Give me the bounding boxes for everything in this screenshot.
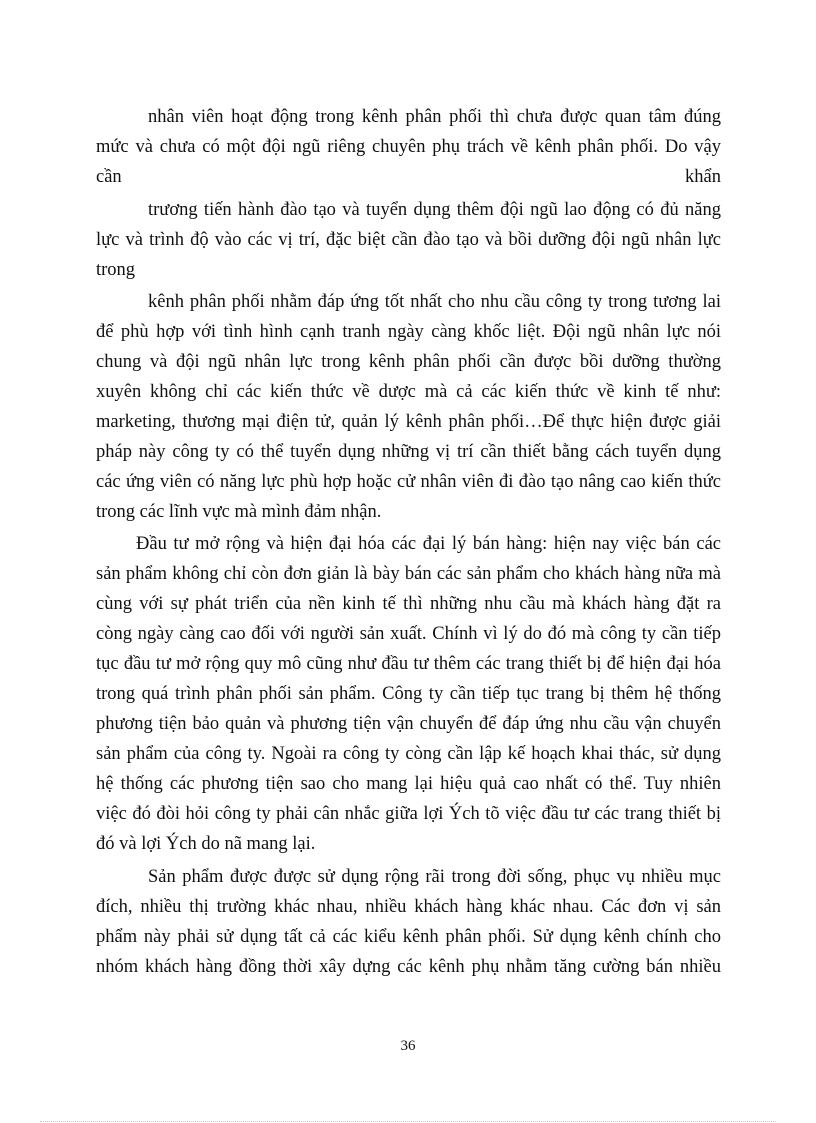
text-line: trong <box>96 260 136 280</box>
text-line: trong quá trình phân phối sản phẩm. Công ty cần tiếp tục trang bị thêm hệ thống <box>96 684 721 704</box>
text-word: khẩn <box>685 167 721 187</box>
text-line: chung và đội ngũ nhân lực trong kênh phân phối cần được bồi dưỡng thường <box>96 352 721 372</box>
text-line: nhân viên hoạt động trong kênh phân phối thì chưa được quan tâm đúng <box>148 107 721 127</box>
text-word: cần <box>96 167 122 187</box>
text-line-split <box>96 165 721 189</box>
text-line: để phù hợp với tình hình cạnh tranh ngày càng khốc liệt. Đội ngũ nhân lực nói <box>96 322 721 342</box>
page-number: 36 <box>400 1038 416 1054</box>
text-line: Đầu tư mở rộng và hiện đại hóa các đại lý bán hàng: hiện nay việc bán các <box>136 534 721 554</box>
text-line: các ứng viên có năng lực phù hợp hoặc cử nhân viên đi đào tạo nâng cao kiến thức <box>96 472 721 492</box>
text-line: nhóm khách hàng đồng thời xây dựng các kênh phụ nhằm tăng cường bán nhiều <box>96 957 721 977</box>
text-line: trương tiến hành đào tạo và tuyển dụng thêm đội ngũ lao động có đủ năng <box>148 200 721 220</box>
page-bottom-divider <box>40 1121 776 1122</box>
text-line: cùng với sự phát triển của nền kinh tế thì những nhu cầu mà khách hàng đặt ra <box>96 594 721 614</box>
text-line: lực và trình độ vào các vị trí, đặc biệt cần đào tạo và bồi dưỡng đội ngũ nhân lực <box>96 230 721 250</box>
text-line: việc đó đòi hỏi công ty phải cân nhắc giữa lợi Ých tõ việc đầu tư các trang thiết bị <box>96 804 721 824</box>
text-line: trong các lĩnh vực mà mình đảm nhận. <box>96 502 382 522</box>
text-line: đó và lợi Ých do nã mang lại. <box>96 834 316 854</box>
text-line: kênh phân phối nhằm đáp ứng tốt nhất cho nhu cầu công ty trong tương lai <box>148 292 721 312</box>
text-line: tục đầu tư mở rộng quy mô cũng như đầu tư thêm các trang thiết bị để hiện đại hóa <box>96 654 721 674</box>
text-line: đích, nhiều thị trường khác nhau, nhiều khách hàng khác nhau. Các đơn vị sản <box>96 897 721 917</box>
text-line: còng ngày càng cao đối với người sản xuất. Chính vì lý do đó mà công ty cần tiếp <box>96 624 721 644</box>
text-line: Sản phẩm được được sử dụng rộng rãi trong đời sống, phục vụ nhiều mục <box>148 867 721 887</box>
text-line: phương tiện bảo quản và phương tiện vận chuyển để đáp ứng nhu cầu vận chuyển <box>96 714 721 734</box>
text-line: sản phẩm không chỉ còn đơn giản là bày bán các sản phẩm cho khách hàng nữa mà <box>96 564 721 584</box>
text-line: pháp này công ty có thể tuyển dụng những vị trí cần thiết bằng cách tuyển dụng <box>96 442 721 462</box>
text-line: marketing, thương mại điện tử, quản lý kênh phân phối…Để thực hiện được giải <box>96 412 721 432</box>
text-line: xuyên không chỉ các kiến thức về dược mà cả các kiến thức về kinh tế như: <box>96 382 721 402</box>
text-line: mức và chưa có một đội ngũ riêng chuyên phụ trách về kênh phân phối. Do vậy <box>96 137 721 157</box>
text-line: hệ thống các phương tiện sao cho mang lại hiệu quả cao nhất có thể. Tuy nhiên <box>96 774 721 794</box>
text-line: phẩm này phải sử dụng tất cả các kiểu kênh phân phối. Sử dụng kênh chính cho <box>96 927 721 947</box>
text-line: sản phẩm của công ty. Ngoài ra công ty còng cần lập kế hoạch khai thác, sử dụng <box>96 744 721 764</box>
